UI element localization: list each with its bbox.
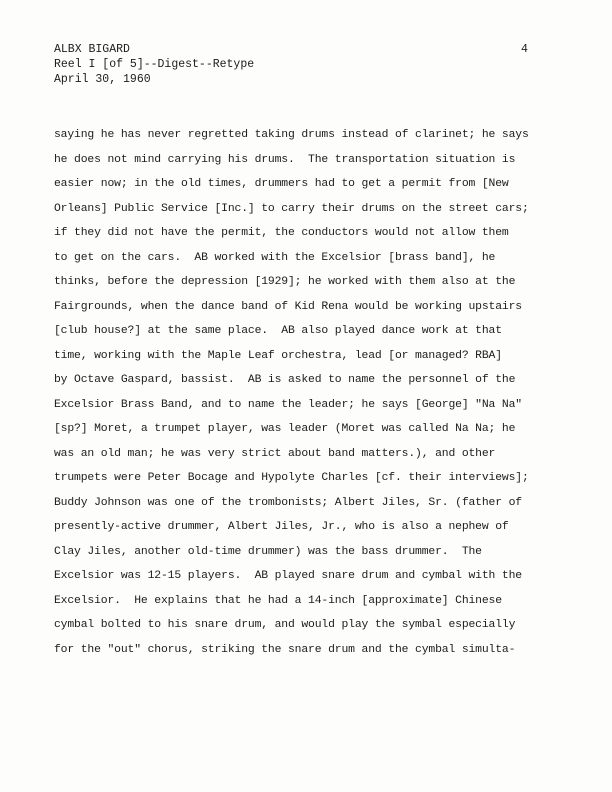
body-line: easier now; in the old times, drummers had to get a permit from [New — [54, 178, 509, 190]
body-line: was an old man; he was very strict about band matters.), and other — [54, 447, 496, 460]
body-line: thinks, before the depression [1929]; he worked with them also at the — [54, 276, 516, 288]
body-line: Excelsior Brass Band, and to name the leader; he says [George] "Na Na" — [54, 398, 522, 411]
body-line: trumpets were Peter Bocage and Hypolyte Charles [cf. their interviews]; — [54, 472, 529, 484]
body-line: [club house?] at the same place. AB also played dance work at that — [54, 325, 502, 337]
body-line: for the "out" chorus, striking the snare drum and the cymbal simulta- — [54, 643, 516, 656]
body-line: Clay Jiles, another old-time drummer) was the bass drummer. The — [54, 545, 482, 558]
body-line: if they did not have the permit, the conductors would not allow them — [54, 227, 509, 239]
header-name: ALBX BIGARD — [54, 43, 130, 56]
body-line: Orleans] Public Service [Inc.] to carry their drums on the street cars; — [54, 202, 529, 215]
body-line: [sp?] Moret, a trumpet player, was leader (Moret was called Na Na; he — [54, 423, 516, 435]
body-line: to get on the cars. AB worked with the Excelsior [brass band], he — [54, 251, 496, 264]
body-line: he does not mind carrying his drums. The transportation situation is — [54, 153, 516, 166]
body-line: saying he has never regretted taking drums instead of clarinet; he says — [54, 129, 529, 141]
body-line: Excelsior. He explains that he had a 14-inch [approximate] Chinese — [54, 594, 502, 607]
header-reel: Reel I [of 5]--Digest--Retype — [54, 58, 255, 71]
header-date: April 30, 1960 — [54, 73, 151, 86]
body-line: Excelsior was 12-15 players. AB played snare drum and cymbal with the — [54, 570, 522, 582]
document-header — [54, 42, 254, 87]
body-line: cymbal bolted to his snare drum, and would play the symbal especially — [54, 619, 516, 631]
body-line: by Octave Gaspard, bassist. AB is asked to name the personnel of the — [54, 374, 516, 386]
transcript-body — [54, 123, 574, 662]
body-line: presently-active drummer, Albert Jiles, Jr., who is also a nephew of — [54, 521, 509, 533]
body-line: time, working with the Maple Leaf orchestra, lead [or managed? RBA] — [54, 349, 502, 362]
body-line: Fairgrounds, when the dance band of Kid Rena would be working upstairs — [54, 300, 522, 313]
body-line: Buddy Johnson was one of the trombonists; Albert Jiles, Sr. (father of — [54, 496, 522, 509]
page-number: 4 — [521, 43, 528, 56]
